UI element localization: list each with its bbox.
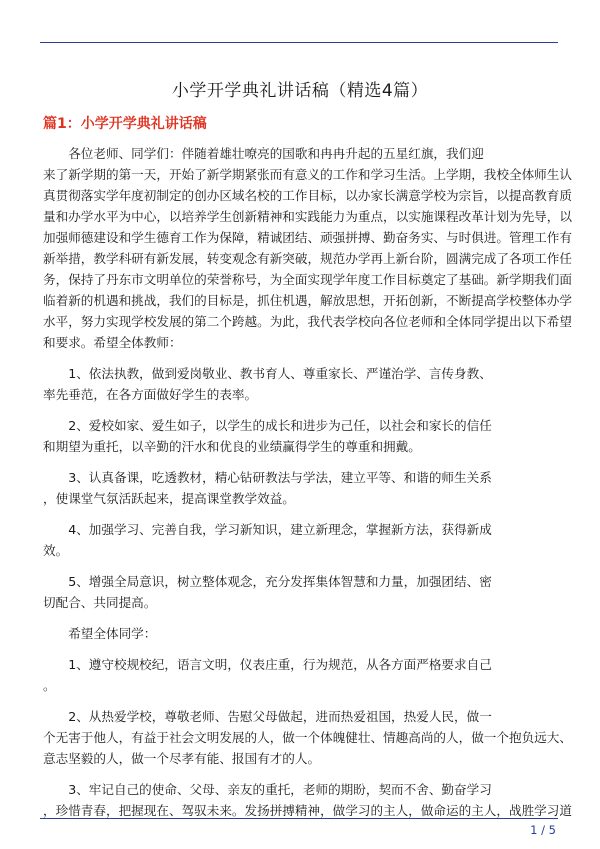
body-paragraph xyxy=(43,654,557,696)
paragraph-line: 和期望为重托，以辛勤的汗水和优良的业绩赢得学生的尊重和拥戴。 xyxy=(43,439,421,454)
body-paragraph xyxy=(43,571,557,613)
paragraph-line: 1、依法执教，做到爱岗敬业、教书育人、尊重家长、严谨治学、言传身教、 xyxy=(43,366,492,381)
paragraph-line: 个无害于他人，有益于社会文明发展的人，做一个体魄健壮、情趣高尚的人，做一个抱负远大、 xyxy=(43,730,572,745)
body-paragraph xyxy=(43,415,557,457)
body-paragraph xyxy=(43,467,557,509)
page-indicator: 1 / 5 xyxy=(530,823,556,837)
footer-rule xyxy=(40,818,558,819)
paragraph-line: 来了新学期的第一天，开始了新学期紧张而有意义的工作和学习生活。上学期，我校全体师生认 xyxy=(43,167,572,182)
paragraph-line: 新举措，教学科研有新发展，转变观念有新突破，规范办学再上新台阶，圆满完成了各项工作任 xyxy=(43,251,572,266)
body-paragraph xyxy=(43,706,572,769)
paragraph-line: 4、加强学习、完善自我，学习新知识，建立新理念，掌握新方法，获得新成 xyxy=(43,522,492,537)
body-paragraph xyxy=(43,363,557,405)
paragraph-line: 务，保持了丹东市文明单位的荣誉称号，为全面实现学年度工作目标奠定了基础。新学期我们面 xyxy=(43,272,572,287)
paragraph-line: 效。 xyxy=(43,543,69,558)
paragraph-line: 各位老师、同学们：伴随着雄壮嘹亮的国歌和冉冉升起的五星红旗，我们迎 xyxy=(43,146,484,161)
document-title: 小学开学典礼讲话稿（精选4篇） xyxy=(171,81,429,101)
paragraph-line: 率先垂范，在各方面做好学生的表率。 xyxy=(43,387,258,402)
paragraph-line: 5、增强全局意识，树立整体观念，充分发挥集体智慧和力量，加强团结、密 xyxy=(43,574,492,589)
paragraph-line: 2、爱校如家、爱生如子，以学生的成长和进步为己任，以社会和家长的信任 xyxy=(43,418,492,433)
paragraph-line: 3、认真备课，吃透教材，精心钻研教法与学法，建立平等、和谐的师生关系 xyxy=(43,470,492,485)
paragraph-line: 。 xyxy=(43,678,56,693)
paragraph-line: 量和办学水平为中心，以培养学生创新精神和实践能力为重点，以实施课程改革计划为先导，以 xyxy=(43,209,572,224)
header-rule xyxy=(40,42,558,43)
paragraph-line: 临着新的机遇和挑战，我们的目标是，抓住机遇，解放思想，开拓创新，不断提高学校整体办学 xyxy=(43,293,572,308)
paragraph-line: 3、牢记自己的使命、父母、亲友的重托，老师的期盼，契而不舍、勤奋学习 xyxy=(43,782,492,797)
paragraph-line: 1、遵守校规校纪，语言文明，仪表庄重，行为规范，从各方面严格要求自己 xyxy=(43,657,492,672)
paragraph-line: 意志坚毅的人，做一个尽孝有能、报国有才的人。 xyxy=(43,751,321,766)
body-paragraph xyxy=(43,143,572,353)
paragraph-line: 2、从热爱学校，尊敬老师、告慰父母做起，进而热爱祖国，热爱人民，做一 xyxy=(43,709,492,724)
document-body xyxy=(43,143,572,831)
paragraph-line: 切配合、共同提高。 xyxy=(43,595,157,610)
body-paragraph xyxy=(43,519,557,561)
paragraph-line: 希望全体同学： xyxy=(43,626,157,641)
paragraph-line: 加强师德建设和学生德育工作为保障，精诚团结、顽强拼搏、勤奋务实、与时俱进。管理工作有 xyxy=(43,230,572,245)
section-heading: 篇1：小学开学典礼讲话稿 xyxy=(43,116,207,132)
paragraph-line: 水平，努力实现学校发展的第二个跨越。为此，我代表学校向各位老师和全体同学提出以下希望 xyxy=(43,314,572,329)
paragraph-line: ，使课堂气氛活跃起来，提高课堂教学效益。 xyxy=(43,491,295,506)
paragraph-line: 真贯彻落实学年度初制定的创办区域名校的工作目标，以办家长满意学校为宗旨，以提高教育质 xyxy=(43,188,572,203)
paragraph-line: ，珍惜青春，把握现在、驾驭未来。发扬拼搏精神，做学习的主人，做命运的主人，战胜学习道 xyxy=(43,803,572,818)
body-paragraph xyxy=(43,779,572,821)
paragraph-line: 和要求。希望全体教师： xyxy=(43,335,182,350)
body-paragraph xyxy=(43,623,557,644)
